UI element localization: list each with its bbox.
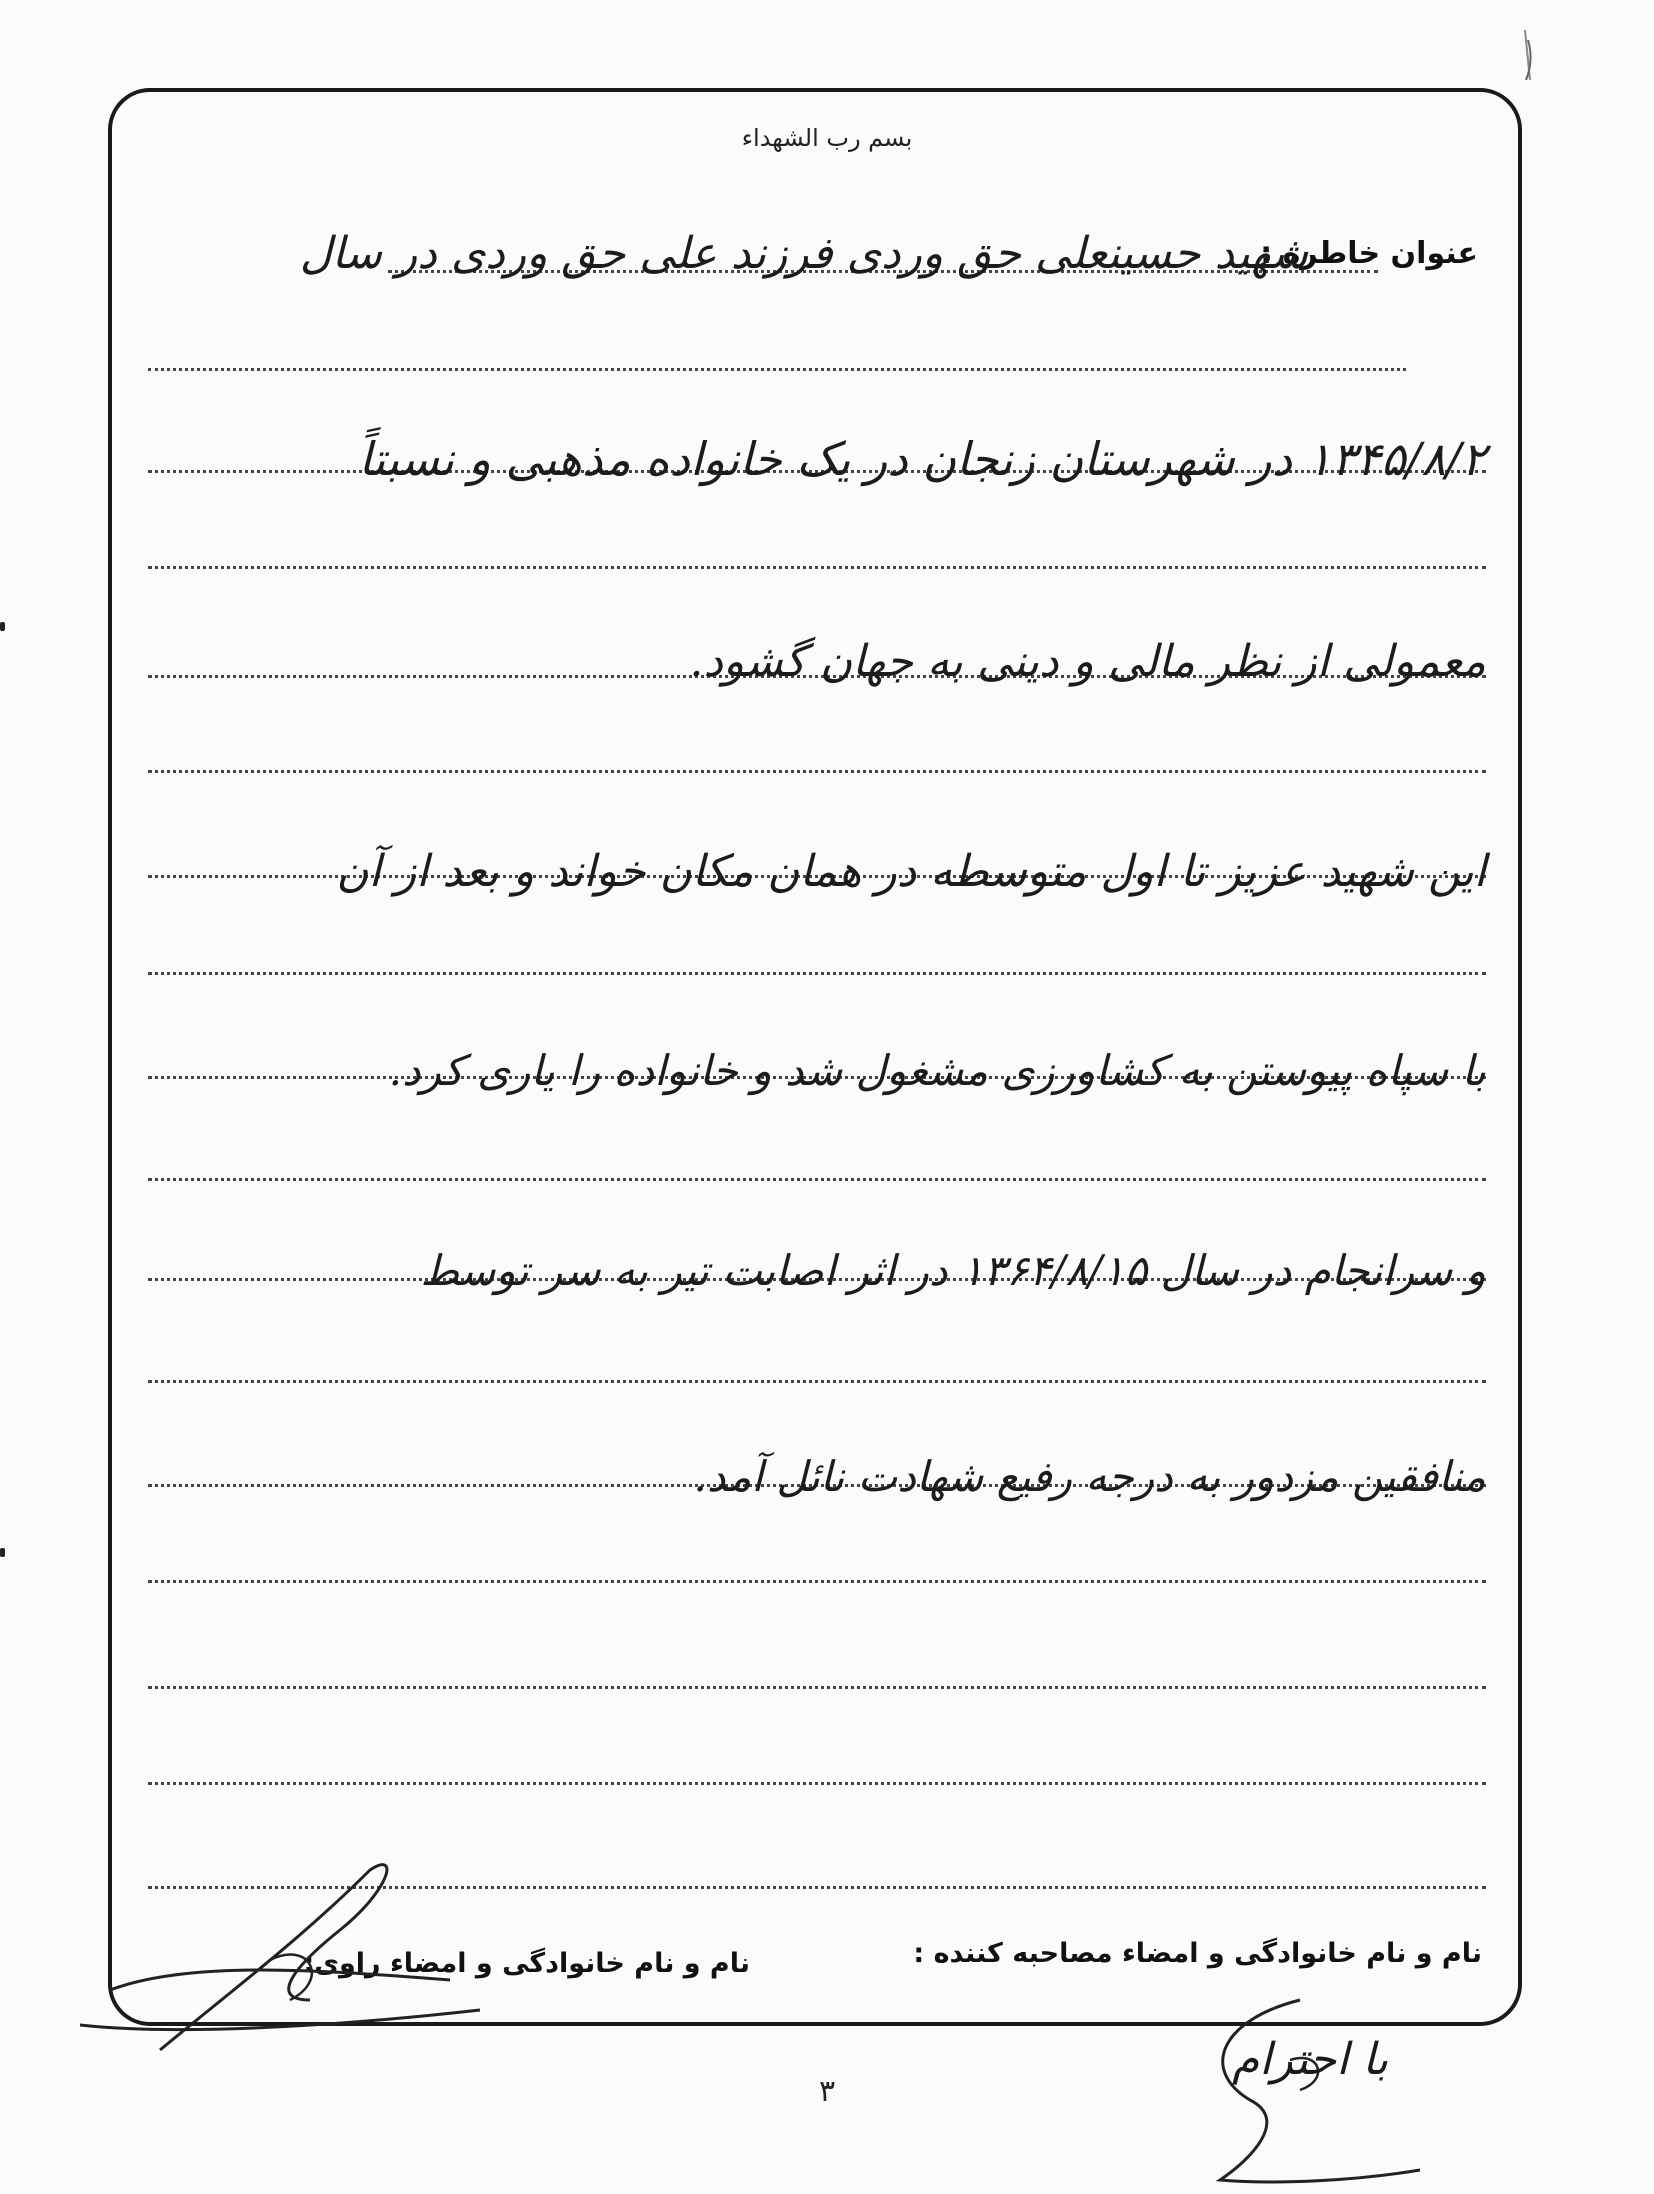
bismillah-header: بسم رب الشهداء (741, 124, 913, 152)
page-number: ۳ (818, 2074, 836, 2109)
narrator-signature (70, 1850, 490, 2080)
dotted-line-16 (148, 1782, 1486, 1785)
handwritten-line-6: و سرانجام در سال ۱۳۶۴/۸/۱۵ در اثر اصابت تیر به سر توسط (420, 1246, 1486, 1295)
interviewer-signature-text: با احترام (1232, 2034, 1389, 2085)
scan-edge-mark (0, 622, 5, 631)
handwritten-line-7: منافقین مزدور به درجه رفیع شهادت نائل آمد. (693, 1452, 1486, 1501)
scan-edge-mark (0, 1548, 5, 1557)
handwritten-line-1: شهید حسینعلی حق وردی فرزند علی حق وردی در سال (299, 228, 1308, 279)
memory-title-label: عنوان خاطره : (1260, 236, 1478, 271)
dotted-line-10 (148, 1178, 1486, 1181)
handwritten-line-5: با سپاه پیوستن به کشاورزی مشغول شد و خانواده را یاری کرد. (388, 1046, 1486, 1095)
dotted-line-6 (148, 770, 1486, 773)
interviewer-signature-label: نام و نام خانوادگی و امضاء مصاحبه کننده : (913, 1938, 1482, 1969)
dotted-line-12 (148, 1380, 1486, 1383)
dotted-line-8 (148, 972, 1486, 975)
narrator-signature-label: نام و نام خانوادگی و امضاء راوی: (303, 1948, 750, 1979)
dotted-line-4 (148, 566, 1486, 569)
dotted-line-2 (148, 368, 1406, 371)
dotted-line-15 (148, 1686, 1486, 1689)
handwritten-line-4: این شهید عزیز تا اول متوسطه در همان مکان خواند و بعد از آن (336, 846, 1486, 897)
dotted-line-14 (148, 1580, 1486, 1583)
handwritten-line-2: ۱۳۴۵/۸/۲ در شهرستان زنجان در یک خانواده مذهبی و نسبتاً (358, 432, 1486, 486)
handwritten-line-3: معمولی از نظر مالی و دینی به جهان گشود. (689, 636, 1486, 687)
